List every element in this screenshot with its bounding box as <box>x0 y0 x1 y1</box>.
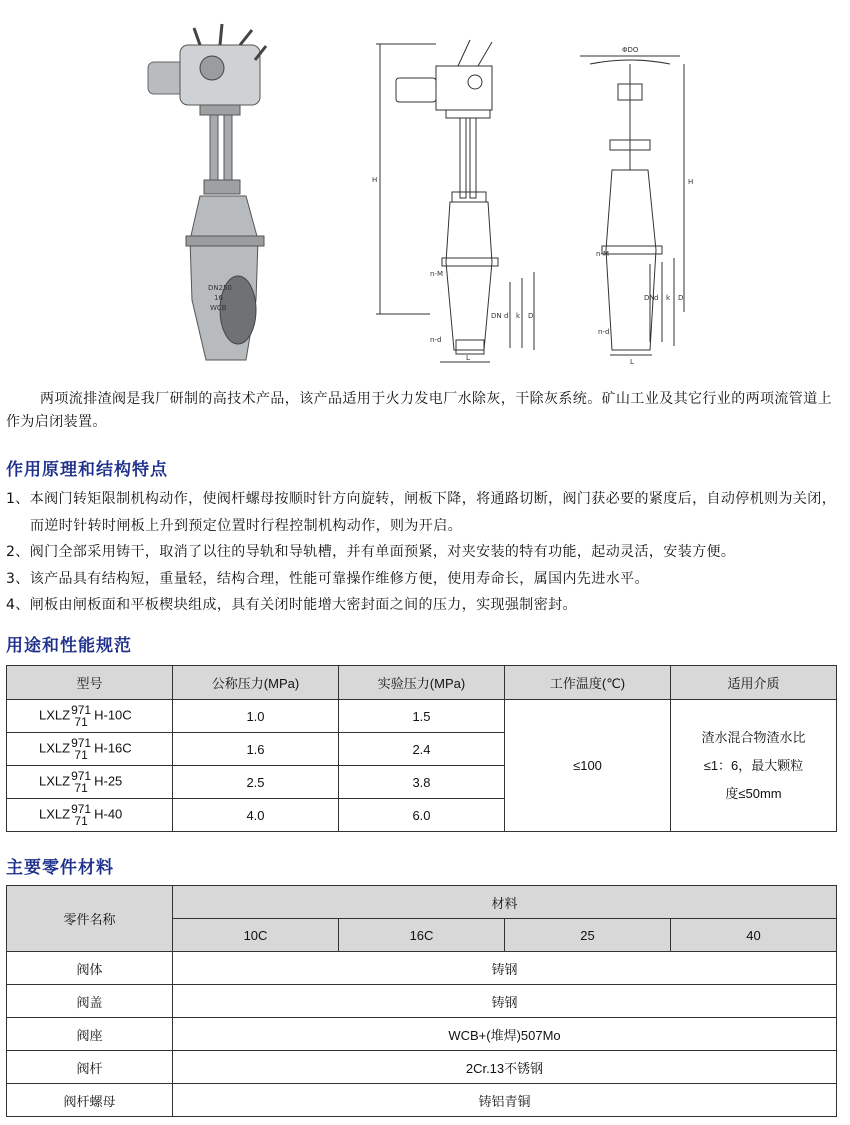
valve-figures <box>0 0 850 370</box>
model-sup: 971 <box>71 736 92 750</box>
model-suffix: H-40 <box>94 806 123 822</box>
model-suffix: H-10C <box>94 707 132 723</box>
header-nominal-pressure: 公称压力(MPa) <box>173 666 339 700</box>
table-row <box>7 1051 837 1084</box>
header-grade: 16C <box>339 919 505 952</box>
table-header-row <box>7 666 837 700</box>
list-item: 3、该产品具有结构短，重量轻，结构合理，性能可靠操作维修方便，使用寿命长，属国内先进水平。 <box>6 570 649 587</box>
nominal-pressure-cell: 2.5 <box>173 766 339 799</box>
photo-cast-material: WCB <box>210 304 227 312</box>
valve-photo <box>148 24 266 360</box>
dim-label: L <box>466 354 470 362</box>
model-fraction <box>71 737 91 761</box>
model-cell <box>7 799 173 832</box>
dim-label: DN <box>491 312 502 320</box>
table-header-row <box>7 886 837 919</box>
header-grade: 10C <box>173 919 339 952</box>
model-sub: 71 <box>74 814 88 828</box>
header-medium: 适用介质 <box>671 666 837 700</box>
material-cell: WCB+(堆焊)507Mo <box>173 1018 837 1051</box>
header-material: 材料 <box>173 886 837 919</box>
table-row <box>7 952 837 985</box>
header-part-name: 零件名称 <box>7 886 173 952</box>
model-sub: 71 <box>74 781 88 795</box>
material-cell: 铸钢 <box>173 985 837 1018</box>
dim-label: L <box>630 358 634 366</box>
table-row <box>7 1084 837 1117</box>
header-model: 型号 <box>7 666 173 700</box>
drawing-front <box>376 40 534 362</box>
model-suffix: H-16C <box>94 740 132 756</box>
dim-label: k <box>516 312 521 320</box>
medium-cell <box>671 700 837 832</box>
material-cell: 铸铝青铜 <box>173 1084 837 1117</box>
header-grade: 40 <box>671 919 837 952</box>
medium-line: ≤1：6，最大颗粒 <box>703 757 804 773</box>
test-pressure-cell: 6.0 <box>339 799 505 832</box>
model-prefix: LXLZ <box>39 806 71 822</box>
model-fraction <box>71 704 91 728</box>
header-grade: 25 <box>505 919 671 952</box>
table-row <box>7 700 837 733</box>
table-row <box>7 1018 837 1051</box>
header-test-pressure: 实验压力(MPa) <box>339 666 505 700</box>
section-title-materials: 主要零件材料 <box>6 858 114 878</box>
model-prefix: LXLZ <box>39 740 71 756</box>
model-cell <box>7 766 173 799</box>
dim-label: n-M <box>430 270 444 278</box>
drawing-side <box>580 56 684 355</box>
model-prefix: LXLZ <box>39 707 71 723</box>
medium-line: 渣水混合物渣水比 <box>701 729 806 745</box>
dim-label: DN <box>644 294 655 302</box>
header-temperature: 工作温度(℃) <box>505 666 671 700</box>
model-cell <box>7 733 173 766</box>
dim-label: d <box>504 312 509 320</box>
dim-label: H <box>372 176 378 184</box>
list-item: 1、本阀门转矩限制机构动作，使阀杆螺母按顺时针方向旋转，闸板下降，将通路切断，阀门获必要的紧度后，自动停机则为关闭，而逆时针转时闸板上升到预定位置时行程控制机构动作，则为开启。 <box>6 491 837 534</box>
feature-list <box>6 486 844 619</box>
model-sup: 971 <box>71 769 92 783</box>
table-row <box>7 985 837 1018</box>
model-cell <box>7 700 173 733</box>
dim-label: d <box>654 294 659 302</box>
model-sub: 71 <box>74 715 88 729</box>
drawing-side-labels <box>596 46 693 366</box>
dim-label: k <box>666 294 671 302</box>
medium-line: 度≤50mm <box>725 785 782 801</box>
list-item: 2、阀门全部采用铸干，取消了以往的导轨和导轨槽，并有单面预紧，对夹安装的特有功能，起动灵活，安装方便。 <box>6 544 736 560</box>
part-name-cell: 阀盖 <box>7 985 173 1018</box>
material-cell: 2Cr.13不锈钢 <box>173 1051 837 1084</box>
dim-label: D <box>678 294 684 302</box>
temperature-cell: ≤100 <box>505 700 671 832</box>
spec-table <box>6 665 837 832</box>
nominal-pressure-cell: 1.0 <box>173 700 339 733</box>
photo-cast-dn: DN250 <box>208 284 232 292</box>
section-title-principles: 作用原理和结构特点 <box>6 460 168 480</box>
model-sub: 71 <box>74 748 88 762</box>
model-suffix: H-25 <box>94 773 123 789</box>
part-name-cell: 阀杆螺母 <box>7 1084 173 1117</box>
list-item: 4、闸板由闸板面和平板楔块组成，具有关闭时能增大密封面之间的压力，实现强制密封。 <box>6 597 577 613</box>
nominal-pressure-cell: 1.6 <box>173 733 339 766</box>
dim-label: ΦDO <box>622 46 639 54</box>
part-name-cell: 阀体 <box>7 952 173 985</box>
material-cell: 铸钢 <box>173 952 837 985</box>
part-name-cell: 阀座 <box>7 1018 173 1051</box>
model-fraction <box>71 803 91 827</box>
dim-label: n-d <box>430 336 442 344</box>
test-pressure-cell: 2.4 <box>339 733 505 766</box>
dim-label: D <box>528 312 534 320</box>
model-prefix: LXLZ <box>39 773 71 789</box>
section-title-specs: 用途和性能规范 <box>6 636 132 656</box>
test-pressure-cell: 1.5 <box>339 700 505 733</box>
part-name-cell: 阀杆 <box>7 1051 173 1084</box>
model-fraction <box>71 770 91 794</box>
dim-label: n-d <box>598 328 610 336</box>
nominal-pressure-cell: 4.0 <box>173 799 339 832</box>
model-sup: 971 <box>71 802 92 816</box>
materials-table <box>6 885 837 1117</box>
dim-label: H <box>688 178 694 186</box>
dim-label: n-M <box>596 250 610 258</box>
photo-cast-pn: 16 <box>214 294 223 302</box>
test-pressure-cell: 3.8 <box>339 766 505 799</box>
model-sup: 971 <box>71 703 92 717</box>
intro-paragraph: 两项流排渣阀是我厂研制的高技术产品，该产品适用于火力发电厂水除灰，干除灰系统。矿山工业及其它行业的两项流管道上作为启闭装置。 <box>6 391 832 430</box>
